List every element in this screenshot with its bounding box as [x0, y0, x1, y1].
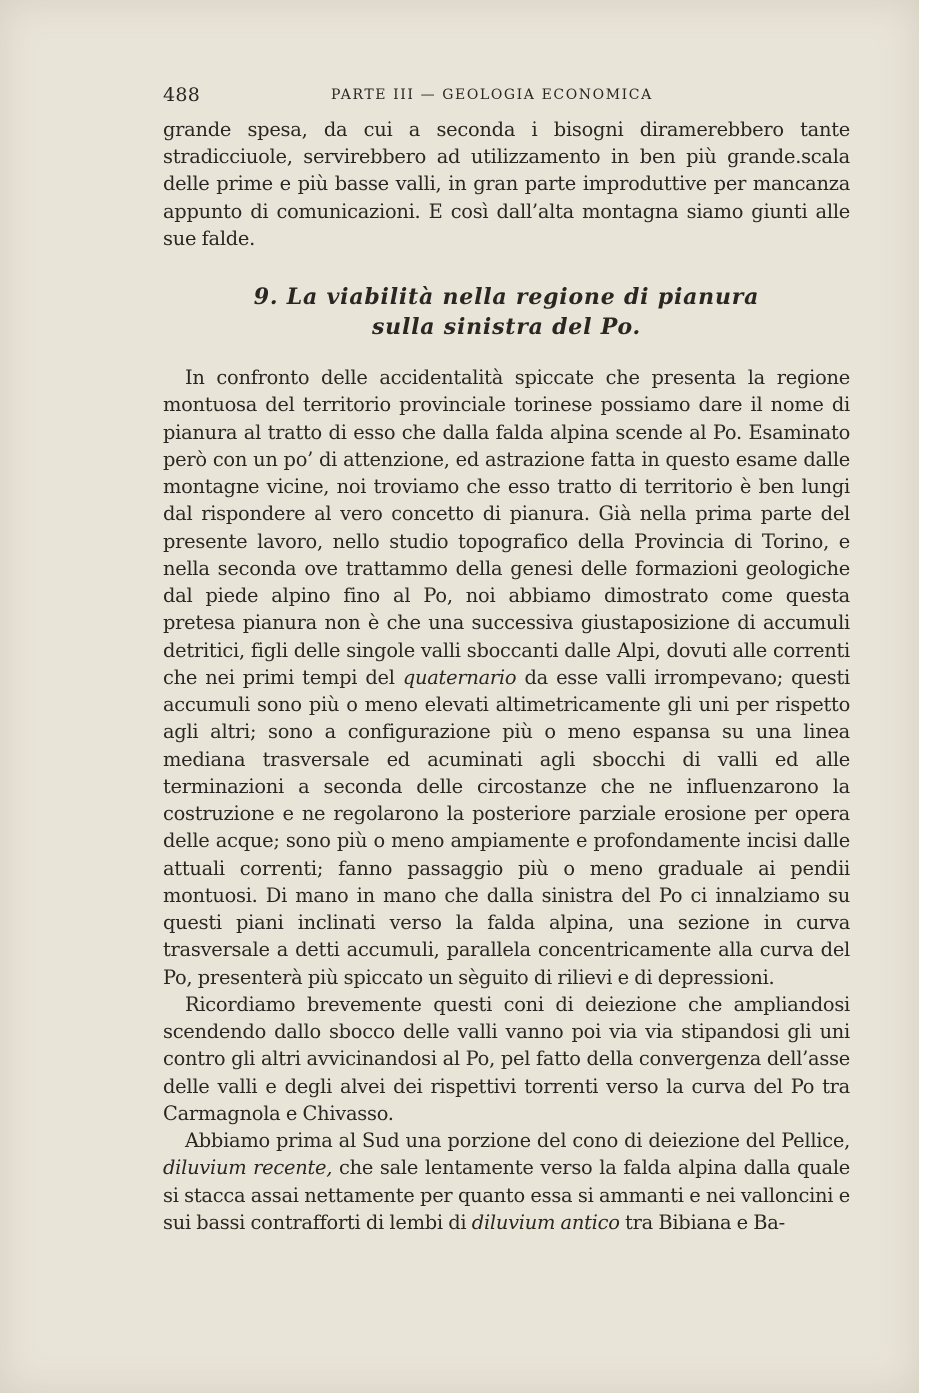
term-diluvium-antico: diluvium antico — [471, 1210, 620, 1234]
section-heading-line-2: sulla sinistra del Po. — [371, 314, 642, 340]
paragraph-3-text-b: che sale lentamente verso la falda alpina dalla quale si stacca assai nettamente per quanto essa si ammanti e nei valloncini e sui bassi contrafforti di lembi di — [163, 1156, 851, 1234]
intro-text — [163, 116, 850, 252]
section-heading — [163, 282, 850, 342]
running-title: PARTE III — GEOLOGIA ECONOMICA — [331, 87, 653, 103]
intro-paragraph: grande spesa, da cui a seconda i bisogni diramerebbero tante stradicciuole, servirebbero ad utilizzamento in ben più grande.scala delle prime e più basse valli, in gran parte improduttive per mancanza appunto di comunicazioni. E così dall’alta montagna siamo giunti alle sue falde. — [163, 118, 850, 250]
paragraph-1-text-a: In confronto delle accidentalità spiccate che presenta la regione montuosa del territorio provinciale torinese possiamo dare il nome di pianura al tratto di esso che dalla falda alpina scende al Po. Esaminato però con un po’ di attenzione, ed astrazione fatta in questo esame dalle montagne vicine, noi troviamo che esso tratto di territorio è ben lungi dal rispondere al vero concetto di pianura. Già nella prima parte del presente lavoro, nello studio topografico della Provincia di Torino, e nella seconda ove trattammo della genesi delle formazioni geologiche dal piede alpino fino al Po, noi abbiamo dimostrato come questa pretesa pianura non è che una successiva giustaposizione di accumuli detritici, figli delle singole valli sboccanti dalle Alpi, dovuti alle correnti che nei primi tempi del — [163, 366, 850, 689]
running-header — [163, 84, 850, 108]
term-quaternario: quaternario — [402, 665, 517, 689]
paragraph-3 — [163, 1127, 850, 1236]
paragraph-3-text-a: Abbiamo prima al Sud una porzione del cono di deiezione del Pellice, — [185, 1129, 850, 1152]
body-text — [163, 364, 850, 1236]
term-diluvium-recente: diluvium recente, — [163, 1156, 333, 1180]
paragraph-1-text-b: da esse valli irrompevano; questi accumuli sono più o meno elevati altimetricamente gli uni per rispetto agli altri; sono a configurazione più o meno espansa su una linea mediana trasversale ed acuminati agli sbocchi di valli ed alle terminazioni a seconda delle circostanze che ne influenzarono la costruzione e ne regolarono la posteriore parziale erosione per opera delle acque; sono più o meno ampiamente e profondamente incisi dalle attuali correnti; fanno passaggio più o meno graduale ai pendii montuosi. Di mano in mano che dalla sinistra del Po ci innalziamo su questi piani inclinati verso la falda alpina, una sezione in curva trasversale a detti accumuli, parallela concentricamente alla curva del Po, presenterà più spiccato un sèguito di rilievi e di depressioni. — [163, 665, 850, 989]
paragraph-1 — [163, 364, 850, 991]
page-number: 488 — [163, 84, 201, 106]
section-heading-line-1: 9. La viabilità nella regione di pianura — [253, 284, 760, 310]
paragraph-2: Ricordiamo brevemente questi coni di deiezione che ampliandosi scendendo dallo sbocco delle valli vanno poi via via stipandosi gli uni contro gli altri avvicinandosi al Po, pel fatto della convergenza dell’asse delle valli e degli alvei dei rispettivi torrenti verso la curva del Po tra Carmagnola e Chivasso. — [163, 992, 850, 1125]
paragraph-3-text-c: tra Bibiana e Ba- — [619, 1210, 785, 1234]
